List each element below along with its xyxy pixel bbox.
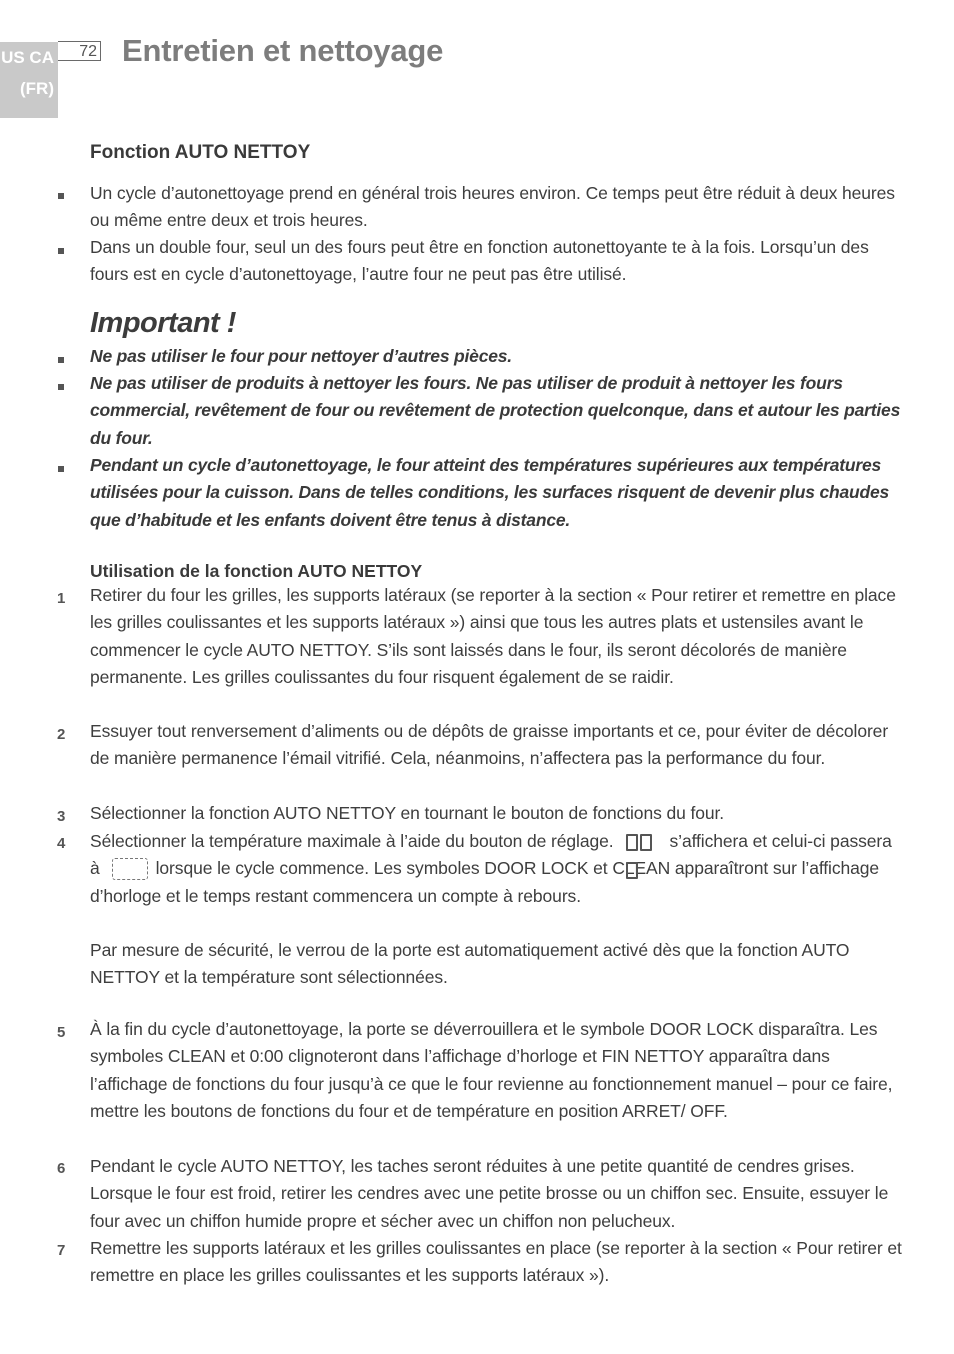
page-number: 72 [58,41,101,61]
step-text: À la fin du cycle d’autonettoyage, la porte se déverrouillera et le symbole DOOR LOCK disparaîtra. Les symboles CLEAN et 0:00 clignoteront dans l’affichage d’horloge et FIN NETTOY apparaîtra dans l’affichage de fonctions du four jusqu’à ce que le four revienne au fonctionnement manuel – pour ce faire, mettre les boutons de fonctions du four et de température en position ARRET/ OFF. [90,1019,893,1121]
list-item: Dans un double four, seul un des fours peut être en fonction autonettoyante te à la fois. Lorsqu’un des fours est en cycle d’autonettoyage, l’autre four ne peut pas être utilisé. [90,237,869,285]
page-title: Entretien et nettoyage [122,33,444,68]
step-number: 4 [57,835,66,852]
section-heading-utilisation: Utilisation de la fonction AUTO NETTOY [90,561,423,581]
important-heading: Important ! [90,307,236,339]
bullet-icon [58,384,64,390]
bullet-icon [58,357,64,363]
warning-item: Pendant un cycle d’autonettoyage, le four atteint des températures supérieures aux températures utilisées pour la cuisson. Dans de telles conditions, les surfaces risquent de devenir plus chaudes que d’habitude et les enfants doivent être tenus à distance. [90,455,890,530]
step-text: Sélectionner la fonction AUTO NETTOY en tournant le bouton de fonctions du four. [90,803,725,823]
step-text-part: Sélectionner la température maximale à l’aide du bouton de réglage. [90,831,614,851]
step-note: Par mesure de sécurité, le verrou de la porte est automatiquement activé dès que la fonction AUTO NETTOY et la température sont sélectionnées. [90,940,850,988]
step-text: Essuyer tout renversement d’aliments ou de dépôts de graisse importants et ce, pour éviter de décolorer de manière permanence l’émail vitrifié. Cela, néanmoins, n’affectera pas la performance du four. [90,721,889,769]
step-text-part: lorsque le cycle commence. Les symboles DOOR LOCK et CLEAN apparaîtront sur l’affichage d’horloge et le temps restant commencera un compte à rebours. [90,858,880,906]
step-number: 7 [57,1242,66,1259]
bullet-icon [58,193,64,199]
display-blank-icon [112,858,148,880]
step-text: Pendant le cycle AUTO NETTOY, les taches seront réduites à une petite quantité de cendres grises. Lorsque le four est froid, retirer les cendres avec une petite brosse ou un chiffon sec. Ensuite, essuyer le four avec un chiffon humide propre et sécher avec un chiffon non pelucheux. [90,1156,889,1231]
language-label: (FR) [20,79,54,98]
step-number: 5 [57,1024,66,1041]
bullet-icon [58,248,64,254]
list-item: Un cycle d’autonettoyage prend en général trois heures environ. Ce temps peut être réduit à deux heures ou même entre deux et trois heures. [90,183,895,231]
step-number: 1 [57,590,66,607]
step-number: 6 [57,1160,66,1177]
region-label: US CA [1,48,54,67]
step-text: Retirer du four les grilles, les supports latéraux (se reporter à la section « Pour retirer et remettre en place les grilles coulissantes et les supports latéraux ») ainsi que tous les autres plats et ustensiles avant le commencer le cycle AUTO NETTOY. S’ils sont laissés dans le four, ils seront décolorés de manière permanente. Les grilles coulissantes du four risquent également de se raidir. [90,585,896,687]
step-text [90,828,902,910]
step-text: Remettre les supports latéraux et les grilles coulissantes en place (se reporter à la section « Pour retirer et remettre en place les grilles coulissantes et les supports latéraux »). [90,1238,902,1286]
warning-item: Ne pas utiliser le four pour nettoyer d’autres pièces. [90,346,512,366]
step-number: 2 [57,726,66,743]
step-text-part: s’affichera et celui-ci passera à [90,831,892,879]
bullet-icon [58,466,64,472]
step-number: 3 [57,808,66,825]
language-tab [0,42,58,118]
section-heading-auto-nettoy: Fonction AUTO NETTOY [90,142,311,163]
display-000-icon [626,832,660,848]
warning-item: Ne pas utiliser de produits à nettoyer les fours. Ne pas utiliser de produit à nettoyer les fours commercial, revêtement de four ou revêtement de protection quelconque, dans et autour les parties du four. [90,373,901,448]
